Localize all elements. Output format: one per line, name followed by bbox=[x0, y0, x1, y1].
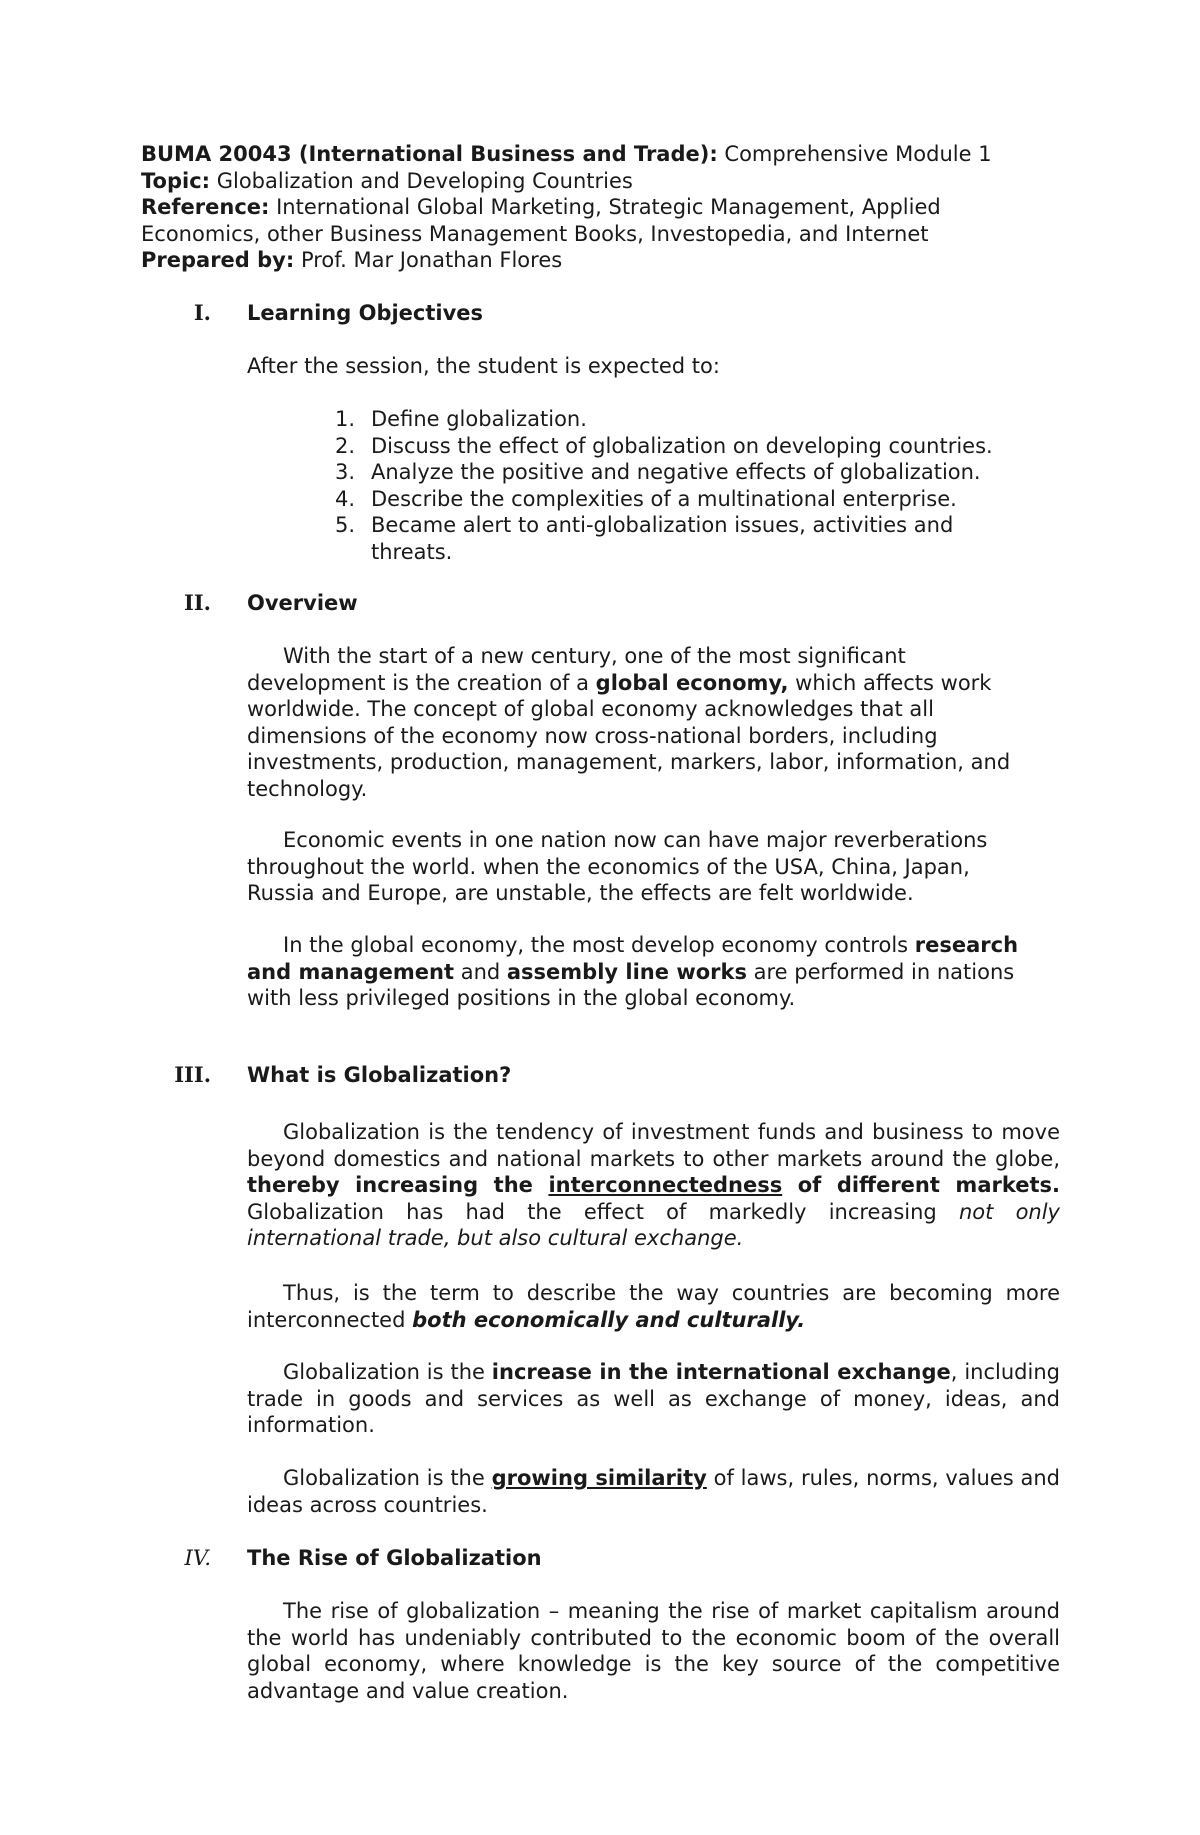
list-number: 5. bbox=[335, 513, 356, 537]
bold-text: of different markets. bbox=[782, 1173, 1061, 1197]
list-item bbox=[335, 486, 1131, 513]
globalization-paragraph-2 bbox=[247, 1280, 1060, 1333]
list-item bbox=[335, 406, 1131, 433]
list-item bbox=[335, 512, 1011, 565]
list-text: Analyze the positive and negative effects of globalization. bbox=[371, 460, 981, 484]
list-number: 4. bbox=[335, 486, 356, 511]
rise-paragraph-1: The rise of globalization – meaning the rise of market capitalism around the world has undeniably contributed to the economic boom of the overall global economy, where knowledge is the key source of the competitive advantage and value creation. bbox=[247, 1599, 1060, 1703]
prepared-line bbox=[141, 247, 1041, 274]
list-text: Describe the complexities of a multinational enterprise. bbox=[371, 486, 957, 511]
globalization-paragraph-4 bbox=[247, 1465, 1060, 1518]
bold-text: global economy, bbox=[595, 670, 789, 695]
globalization-paragraph-3 bbox=[247, 1359, 1060, 1439]
text-run: In the global economy, the most develop economy controls bbox=[283, 933, 915, 957]
reference-line-2: Economics, other Business Management Books, Investopedia, and Internet bbox=[141, 221, 929, 246]
text-run: Globalization is the tendency of investment funds and business to move beyond domestics and national markets to other markets around the globe, bbox=[247, 1120, 1060, 1171]
reference-label: Reference: bbox=[141, 195, 270, 219]
section-number: III. bbox=[174, 1062, 211, 1087]
globalization-paragraph-1 bbox=[247, 1119, 1060, 1252]
text-run: With the start of a new century, one of the most significant development is the creation of a bbox=[247, 644, 906, 695]
document-header bbox=[141, 141, 1041, 274]
list-number: 2. bbox=[335, 433, 356, 458]
course-line bbox=[141, 141, 1041, 168]
section-number: I. bbox=[193, 300, 211, 325]
objectives-intro: After the session, the student is expected to: bbox=[247, 354, 720, 378]
section-title: Learning Objectives bbox=[247, 301, 484, 325]
topic-line bbox=[141, 168, 1041, 195]
module-name: Comprehensive Module 1 bbox=[717, 142, 992, 166]
list-text: Became alert to anti-globalization issues, activities and threats. bbox=[371, 513, 954, 564]
overview-paragraph-2: Economic events in one nation now can have major reverberations throughout the world. when the economics of the USA, China, Japan, Russia and Europe, are unstable, the effects are felt worldwide. bbox=[247, 828, 988, 905]
bold-underlined-text: interconnectedness bbox=[548, 1173, 783, 1197]
text-run: which affects work worldwide. The concept of global economy acknowledges that all dimensions of the economy now cross-national borders, including investments, production, management, markers, labor, information, and technology. bbox=[247, 670, 1011, 801]
bold-underlined-text: growing similarity bbox=[491, 1466, 707, 1490]
list-item bbox=[335, 459, 1131, 486]
text-run: Globalization is the bbox=[283, 1360, 492, 1384]
bold-text: thereby increasing the bbox=[247, 1173, 549, 1197]
overview-paragraph-3 bbox=[247, 932, 1047, 1012]
text-run: Globalization is the bbox=[283, 1466, 492, 1490]
topic-label: Topic: bbox=[141, 168, 211, 193]
bold-text: research and management bbox=[247, 933, 1019, 984]
bold-text: increase in the international exchange bbox=[491, 1360, 951, 1384]
text-run: , including trade in goods and services as well as exchange of money, ideas, and information. bbox=[247, 1360, 1060, 1437]
course-code-title: BUMA 20043 (International Business and Trade): bbox=[141, 142, 718, 166]
topic-value: Globalization and Developing Countries bbox=[210, 168, 633, 193]
list-text: Define globalization. bbox=[371, 407, 587, 431]
text-run: Globalization has had the effect of markedly increasing bbox=[247, 1199, 959, 1224]
prepared-value: Prof. Mar Jonathan Flores bbox=[294, 248, 563, 272]
overview-paragraph-1 bbox=[247, 643, 1047, 802]
bold-italic-text: both economically and culturally. bbox=[412, 1307, 806, 1332]
text-run: are performed in nations with less privileged positions in the global economy. bbox=[247, 959, 1015, 1010]
section-number: IV. bbox=[184, 1546, 211, 1570]
italic-text: not only international trade, but also cultural exchange. bbox=[247, 1199, 1060, 1250]
list-number: 3. bbox=[335, 460, 356, 484]
bold-text: assembly line works bbox=[506, 959, 747, 984]
section-title: The Rise of Globalization bbox=[247, 1546, 542, 1570]
text-run: of laws, rules, norms, values and ideas across countries. bbox=[247, 1466, 1060, 1517]
section-number: II. bbox=[184, 590, 211, 615]
objectives-list bbox=[247, 406, 1131, 565]
reference-value-1: International Global Marketing, Strategic Management, Applied bbox=[269, 195, 941, 219]
prepared-label: Prepared by: bbox=[141, 248, 295, 272]
list-text: Discuss the effect of globalization on developing countries. bbox=[371, 433, 993, 458]
text-run: and bbox=[454, 959, 507, 984]
list-item bbox=[335, 433, 1131, 460]
text-run: Thus, is the term to describe the way countries are becoming more interconnected bbox=[247, 1281, 1060, 1332]
reference-line bbox=[141, 194, 1041, 221]
section-title: Overview bbox=[247, 591, 358, 615]
list-number: 1. bbox=[335, 407, 356, 431]
section-title: What is Globalization? bbox=[247, 1063, 512, 1087]
